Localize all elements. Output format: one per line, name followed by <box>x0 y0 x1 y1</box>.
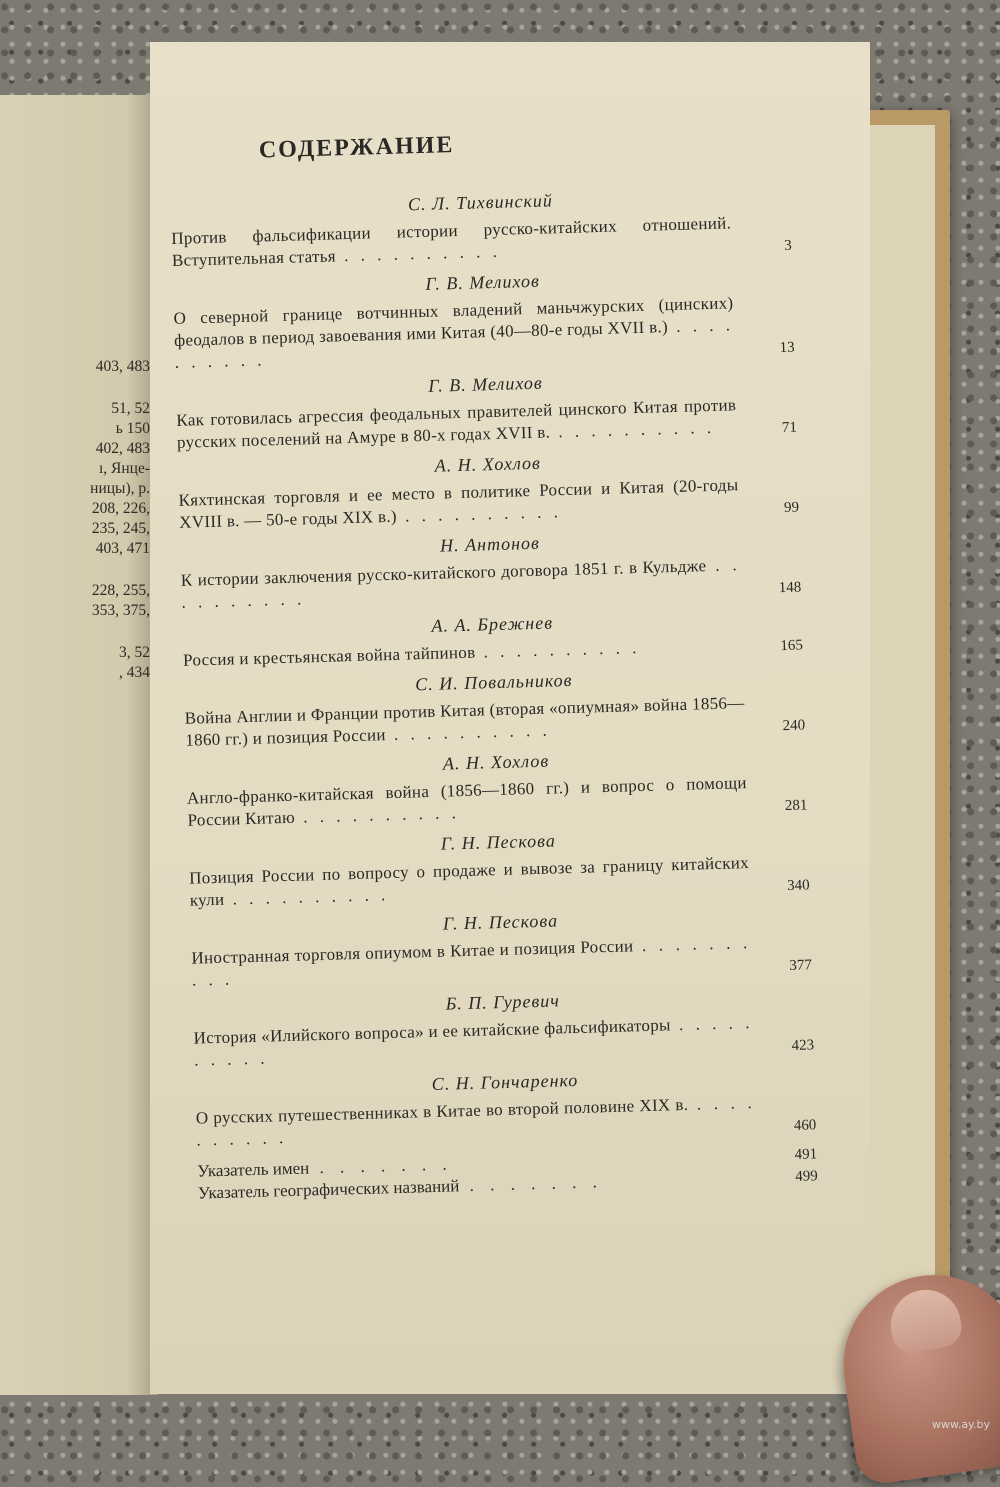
left-line: ь 150 <box>115 420 150 437</box>
toc-entry-title: Против фальсификации истории русско-китайских отношений. Вступительная статья . . . <box>171 212 732 272</box>
toc-entry-author: Н. Антонов <box>439 532 541 556</box>
toc-index-page-number: 491 <box>794 1146 818 1163</box>
left-line: 208, 226, <box>91 500 150 517</box>
toc-entry-page-number: 240 <box>782 717 806 735</box>
toc-index-page-number: 499 <box>795 1168 818 1185</box>
toc-entry-row <box>193 1010 814 1071</box>
toc-index-title: Указатель географических названий <box>197 1176 460 1203</box>
toc-list <box>170 184 818 1205</box>
left-line: ı, Янце- <box>98 460 150 477</box>
toc-entry-author: А. Н. Хохлов <box>442 750 550 774</box>
watermark: www.ay.by <box>931 1418 990 1431</box>
toc-entry <box>184 663 806 751</box>
toc-entry-author: Г. В. Мелихов <box>428 372 543 396</box>
toc-entry <box>186 743 808 831</box>
toc-entry-page-number: 13 <box>779 339 795 357</box>
toc-entry-title: О северной границе вотчинных владений маньчжурских (цинских) феодалов в период завоевания ими Китая (40—80-е годы XVII в.) . . . <box>173 292 735 374</box>
toc-entry <box>195 1063 817 1151</box>
toc-content <box>168 103 818 1205</box>
toc-entry-title: Россия и крестьянская война тайпинов . . . <box>183 634 743 672</box>
toc-entry-title: О русских путешественниках в Китае во второй половине XIX в. . . . <box>196 1092 757 1152</box>
toc-entry-title: Англо-франко-китайская война (1856—1860 гг.) и вопрос о помощи России Китаю . . . <box>187 772 748 832</box>
toc-entry-page-number: 148 <box>778 579 802 597</box>
left-page-index-numbers <box>0 357 150 683</box>
toc-entry-title: Война Англии и Франции против Китая (вторая «опиумная» война 1856—1860 гг.) и позиция России . . . <box>184 692 745 752</box>
toc-entry-author: С. Л. Тихвинский <box>407 190 554 215</box>
left-line: , 434 <box>119 664 150 681</box>
toc-entry-title: Как готовилась агрессия феодальных правителей цинского Китая против русских поселений на Амуре в 80-х годах XVII в. . . . <box>176 394 737 454</box>
toc-entry-row <box>178 473 799 534</box>
toc-entry-row <box>171 211 792 272</box>
toc-entry-author: А. А. Брежнев <box>431 612 554 636</box>
toc-entry-title: К истории заключения русско-китайского договора 1851 г. в Кульдже . . . <box>181 554 742 614</box>
left-page <box>0 95 158 1395</box>
left-line: 51, 52 <box>111 400 150 417</box>
toc-entry <box>193 983 815 1071</box>
toc-index-title: Указатель имен <box>197 1158 310 1181</box>
toc-entry <box>190 903 812 991</box>
toc-entry-row <box>187 770 808 831</box>
toc-entry-author: Г. Н. Пескова <box>440 830 557 854</box>
toc-entry <box>170 184 792 272</box>
toc-entry-page-number: 71 <box>781 419 798 436</box>
left-line: 228, 255, <box>91 582 150 599</box>
toc-entry-page-number: 165 <box>780 637 804 655</box>
toc-entry-title: Кяхтинская торговля и ее место в политике России и Китая (20-годы XVIII в. — 50-е годы XIX в.) . . . <box>178 474 739 534</box>
toc-entry-title: Иностранная торговля опиумом в Китае и позиция России . . . <box>191 932 752 992</box>
toc-entry-page-number: 99 <box>783 499 800 516</box>
toc-entry-row <box>189 850 810 911</box>
toc-entry-author: Г. В. Мелихов <box>425 270 541 294</box>
leader-dots: . . . . . . . <box>459 1172 604 1196</box>
toc-entry-page-number: 340 <box>786 877 810 895</box>
left-line: 403, 471 <box>95 540 150 557</box>
toc-entry-row <box>176 393 797 454</box>
toc-entry-row <box>181 553 802 614</box>
toc-entry-page-number: 281 <box>784 797 808 815</box>
toc-entry-page-number: 377 <box>789 957 813 974</box>
toc-entry <box>172 264 794 374</box>
toc-entry-page-number: 460 <box>793 1117 817 1134</box>
toc-entry-author: С. И. Повальников <box>414 669 573 695</box>
left-line: 353, 375, <box>91 602 150 619</box>
toc-entry <box>178 446 800 534</box>
toc-entry-page-number: 423 <box>791 1037 815 1054</box>
toc-entry <box>188 823 810 911</box>
left-line: ницы), р. <box>90 480 150 497</box>
toc-heading: СОДЕРЖАНИЕ <box>258 132 455 164</box>
toc-entry-author: С. Н. Гончаренко <box>431 1069 579 1095</box>
toc-entry-author: Б. П. Гуревич <box>445 990 561 1014</box>
toc-entry-author: Г. Н. Пескова <box>442 910 559 934</box>
left-line: 402, 483 <box>95 440 150 457</box>
toc-entry-page-number: 3 <box>784 237 792 254</box>
left-line: 3, 52 <box>119 644 150 661</box>
left-line: 235, 245, <box>91 520 150 537</box>
toc-entry-row <box>196 1090 817 1151</box>
toc-entry-title: История «Илийского вопроса» и ее китайские фальсификаторы . . . <box>193 1012 754 1072</box>
toc-entry-row <box>191 930 812 991</box>
toc-entry-row <box>173 291 795 374</box>
leader-dots: . . . . . . . <box>308 1154 453 1178</box>
left-line: 403, 483 <box>95 358 150 375</box>
toc-entry <box>180 526 802 614</box>
toc-entry <box>182 605 803 671</box>
toc-entry-row <box>184 690 805 751</box>
toc-entry-title: Позиция России по вопросу о продаже и вывозе за границу китайских кули . . . <box>189 852 750 912</box>
toc-entry-author: А. Н. Хохлов <box>434 452 542 476</box>
toc-entry <box>175 366 797 454</box>
